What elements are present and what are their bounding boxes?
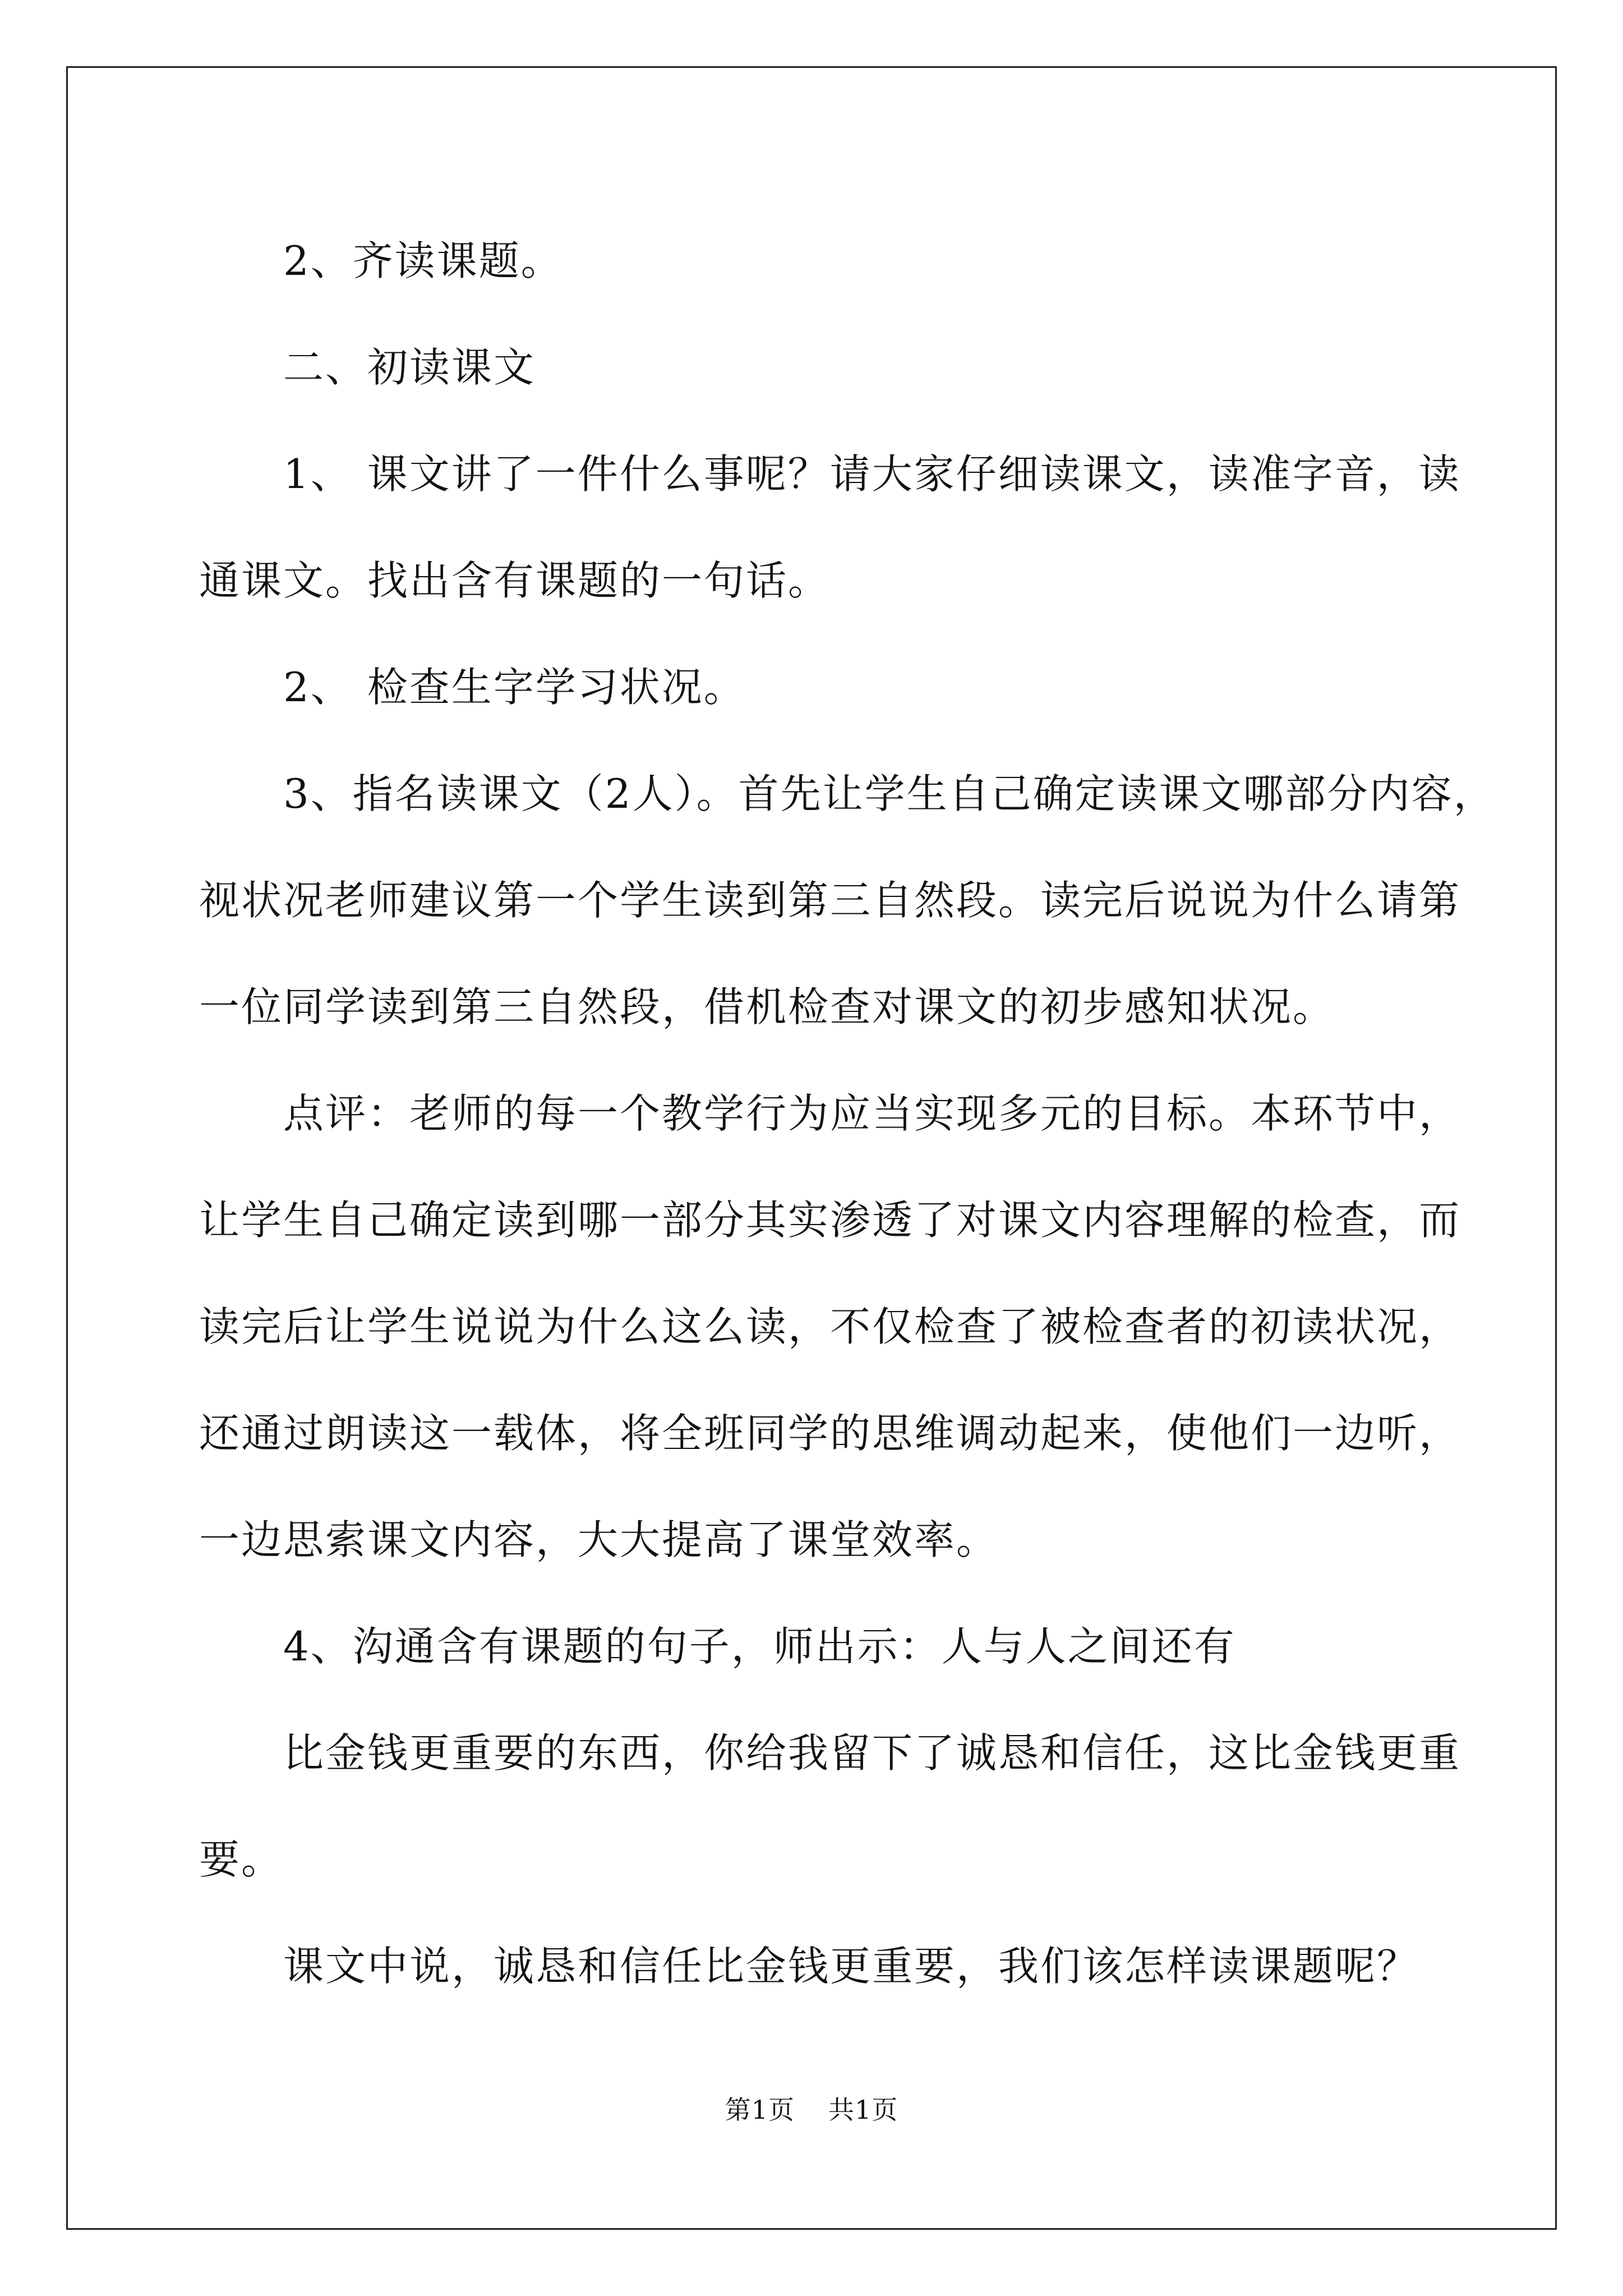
text-line: 1、 课文讲了一件什么事呢？请大家仔细读课文，读准字音，读 [283, 450, 1461, 498]
text-line: 视状况老师建议第一个学生读到第三自然段。读完后说说为什么请第 [199, 877, 1461, 924]
text-line: 还通过朗读这一载体，将全班同学的思维调动起来，使他们一边听， [199, 1410, 1461, 1457]
text-line: 3、指名读课文（2人）。首先让学生自己确定读课文哪部分内容， [283, 770, 1496, 817]
text-line: 读完后让学生说说为什么这么读，不仅检查了被检查者的初读状况， [199, 1303, 1461, 1350]
text-line: 2、 检查生字学习状况。 [283, 664, 746, 711]
page-footer [0, 2090, 1623, 2127]
section-heading: 二、初读课文 [283, 344, 536, 391]
text-line: 通课文。找出含有课题的一句话。 [199, 557, 831, 604]
text-line: 课文中说，诚恳和信任比金钱更重要，我们该怎样读课题呢？ [283, 1943, 1419, 1990]
text-line: 4、沟通含有课题的句子，师出示：人与人之间还有 [283, 1623, 1236, 1670]
text-line: 比金钱更重要的东西，你给我留下了诚恳和信任，这比金钱更重 [283, 1729, 1461, 1777]
text-line: 点评：老师的每一个教学行为应当实现多元的目标。本环节中， [283, 1090, 1461, 1137]
text-line: 一边思索课文内容，大大提高了课堂效率。 [199, 1516, 999, 1563]
page-number: 第1页 [725, 2095, 795, 2125]
document-body [199, 208, 1496, 2019]
text-line: 一位同学读到第三自然段，借机检查对课文的初步感知状况。 [199, 983, 1335, 1030]
text-line: 让学生自己确定读到哪一部分其实渗透了对课文内容理解的检查，而 [199, 1197, 1461, 1244]
text-line: 要。 [199, 1836, 284, 1883]
text-line: 2、齐读课题。 [283, 237, 563, 284]
page-total: 共1页 [828, 2095, 898, 2125]
